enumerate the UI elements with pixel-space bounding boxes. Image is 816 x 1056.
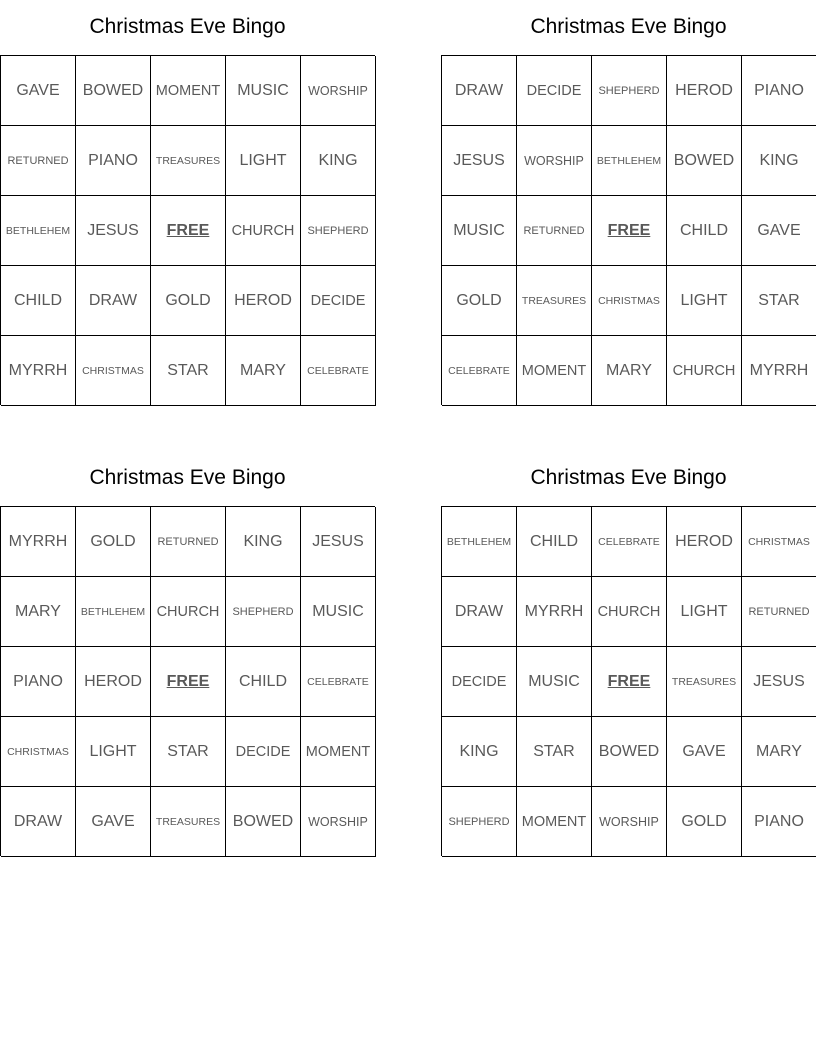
bingo-cell: CHURCH <box>151 577 226 647</box>
bingo-cell: TREASURES <box>667 647 742 717</box>
bingo-cell: BOWED <box>76 56 151 126</box>
bingo-cell: CHRISTMAS <box>1 717 76 787</box>
bingo-cell: SHEPHERD <box>226 577 301 647</box>
bingo-cell: GOLD <box>667 787 742 857</box>
bingo-cell: MARY <box>742 717 816 787</box>
bingo-cell: STAR <box>151 717 226 787</box>
bingo-cell: DRAW <box>442 577 517 647</box>
bingo-cell: MYRRH <box>1 336 76 406</box>
bingo-cell: CHILD <box>667 196 742 266</box>
bingo-cell: JESUS <box>742 647 816 717</box>
bingo-cell: JESUS <box>76 196 151 266</box>
bingo-cell: CHILD <box>1 266 76 336</box>
bingo-cell: DECIDE <box>226 717 301 787</box>
bingo-cell: BETHLEHEM <box>1 196 76 266</box>
card-title: Christmas Eve Bingo <box>89 15 286 38</box>
bingo-cell: GOLD <box>151 266 226 336</box>
bingo-cell: CHURCH <box>667 336 742 406</box>
bingo-cell: CELEBRATE <box>301 336 376 406</box>
bingo-cell: CHILD <box>517 507 592 577</box>
bingo-cell: PIANO <box>742 56 816 126</box>
bingo-cell: MYRRH <box>1 507 76 577</box>
bingo-cell: SHEPHERD <box>442 787 517 857</box>
bingo-grid <box>441 506 816 856</box>
bingo-cell: CHILD <box>226 647 301 717</box>
bingo-cell: GAVE <box>1 56 76 126</box>
bingo-cell: SHEPHERD <box>592 56 667 126</box>
bingo-cell: RETURNED <box>1 126 76 196</box>
bingo-cell: WORSHIP <box>517 126 592 196</box>
bingo-cell: CHRISTMAS <box>742 507 816 577</box>
bingo-cell: TREASURES <box>517 266 592 336</box>
bingo-cell: WORSHIP <box>301 56 376 126</box>
bingo-cell: MOMENT <box>301 717 376 787</box>
bingo-cell: MARY <box>592 336 667 406</box>
bingo-cell: WORSHIP <box>592 787 667 857</box>
free-space-cell: FREE <box>592 647 667 717</box>
bingo-cell: GAVE <box>667 717 742 787</box>
bingo-cell: BOWED <box>667 126 742 196</box>
bingo-cell: KING <box>301 126 376 196</box>
bingo-cell: STAR <box>151 336 226 406</box>
bingo-cell: CELEBRATE <box>592 507 667 577</box>
bingo-cell: GAVE <box>742 196 816 266</box>
bingo-cell: DRAW <box>442 56 517 126</box>
bingo-cell: BOWED <box>592 717 667 787</box>
card-title: Christmas Eve Bingo <box>89 466 286 489</box>
bingo-cell: KING <box>442 717 517 787</box>
bingo-cell: MARY <box>1 577 76 647</box>
bingo-cell: CHURCH <box>592 577 667 647</box>
bingo-cell: MOMENT <box>517 336 592 406</box>
free-space-cell: FREE <box>151 647 226 717</box>
bingo-cell: DECIDE <box>301 266 376 336</box>
bingo-cell: LIGHT <box>667 577 742 647</box>
bingo-card-1 <box>0 0 375 405</box>
bingo-cell: STAR <box>742 266 816 336</box>
bingo-cell: DECIDE <box>442 647 517 717</box>
bingo-cell: STAR <box>517 717 592 787</box>
bingo-cell: PIANO <box>76 126 151 196</box>
free-space-cell: FREE <box>151 196 226 266</box>
bingo-cell: GOLD <box>442 266 517 336</box>
bingo-cell: BETHLEHEM <box>76 577 151 647</box>
bingo-cell: KING <box>742 126 816 196</box>
bingo-cell: MUSIC <box>517 647 592 717</box>
bingo-cell: CELEBRATE <box>301 647 376 717</box>
bingo-cell: CHRISTMAS <box>76 336 151 406</box>
bingo-grid <box>0 506 375 856</box>
card-title: Christmas Eve Bingo <box>530 466 727 489</box>
bingo-cell: LIGHT <box>76 717 151 787</box>
bingo-cell: CELEBRATE <box>442 336 517 406</box>
bingo-grid <box>0 55 375 405</box>
bingo-cell: HEROD <box>667 56 742 126</box>
bingo-cell: MOMENT <box>517 787 592 857</box>
bingo-cell: RETURNED <box>517 196 592 266</box>
bingo-grid <box>441 55 816 405</box>
bingo-cell: MUSIC <box>442 196 517 266</box>
bingo-cell: RETURNED <box>151 507 226 577</box>
bingo-cell: MUSIC <box>301 577 376 647</box>
bingo-cell: LIGHT <box>667 266 742 336</box>
bingo-cell: KING <box>226 507 301 577</box>
bingo-cell: MYRRH <box>742 336 816 406</box>
bingo-cell: RETURNED <box>742 577 816 647</box>
bingo-card-2 <box>441 0 816 405</box>
bingo-cell: BOWED <box>226 787 301 857</box>
bingo-cell: BETHLEHEM <box>592 126 667 196</box>
bingo-cell: CHURCH <box>226 196 301 266</box>
bingo-cell: WORSHIP <box>301 787 376 857</box>
bingo-cell: TREASURES <box>151 787 226 857</box>
bingo-cell: MARY <box>226 336 301 406</box>
bingo-cell: BETHLEHEM <box>442 507 517 577</box>
bingo-cell: HEROD <box>76 647 151 717</box>
bingo-cell: PIANO <box>742 787 816 857</box>
bingo-cell: JESUS <box>301 507 376 577</box>
bingo-cell: CHRISTMAS <box>592 266 667 336</box>
bingo-cell: SHEPHERD <box>301 196 376 266</box>
bingo-cell: HEROD <box>667 507 742 577</box>
bingo-card-3 <box>0 451 375 856</box>
bingo-cell: DRAW <box>1 787 76 857</box>
bingo-cell: MUSIC <box>226 56 301 126</box>
bingo-cell: GOLD <box>76 507 151 577</box>
bingo-cell: TREASURES <box>151 126 226 196</box>
bingo-cell: DRAW <box>76 266 151 336</box>
bingo-cell: GAVE <box>76 787 151 857</box>
bingo-card-4 <box>441 451 816 856</box>
bingo-cell: PIANO <box>1 647 76 717</box>
bingo-cell: HEROD <box>226 266 301 336</box>
bingo-cell: LIGHT <box>226 126 301 196</box>
card-title: Christmas Eve Bingo <box>530 15 727 38</box>
bingo-cell: DECIDE <box>517 56 592 126</box>
bingo-cell: JESUS <box>442 126 517 196</box>
bingo-cell: MYRRH <box>517 577 592 647</box>
free-space-cell: FREE <box>592 196 667 266</box>
bingo-cell: MOMENT <box>151 56 226 126</box>
